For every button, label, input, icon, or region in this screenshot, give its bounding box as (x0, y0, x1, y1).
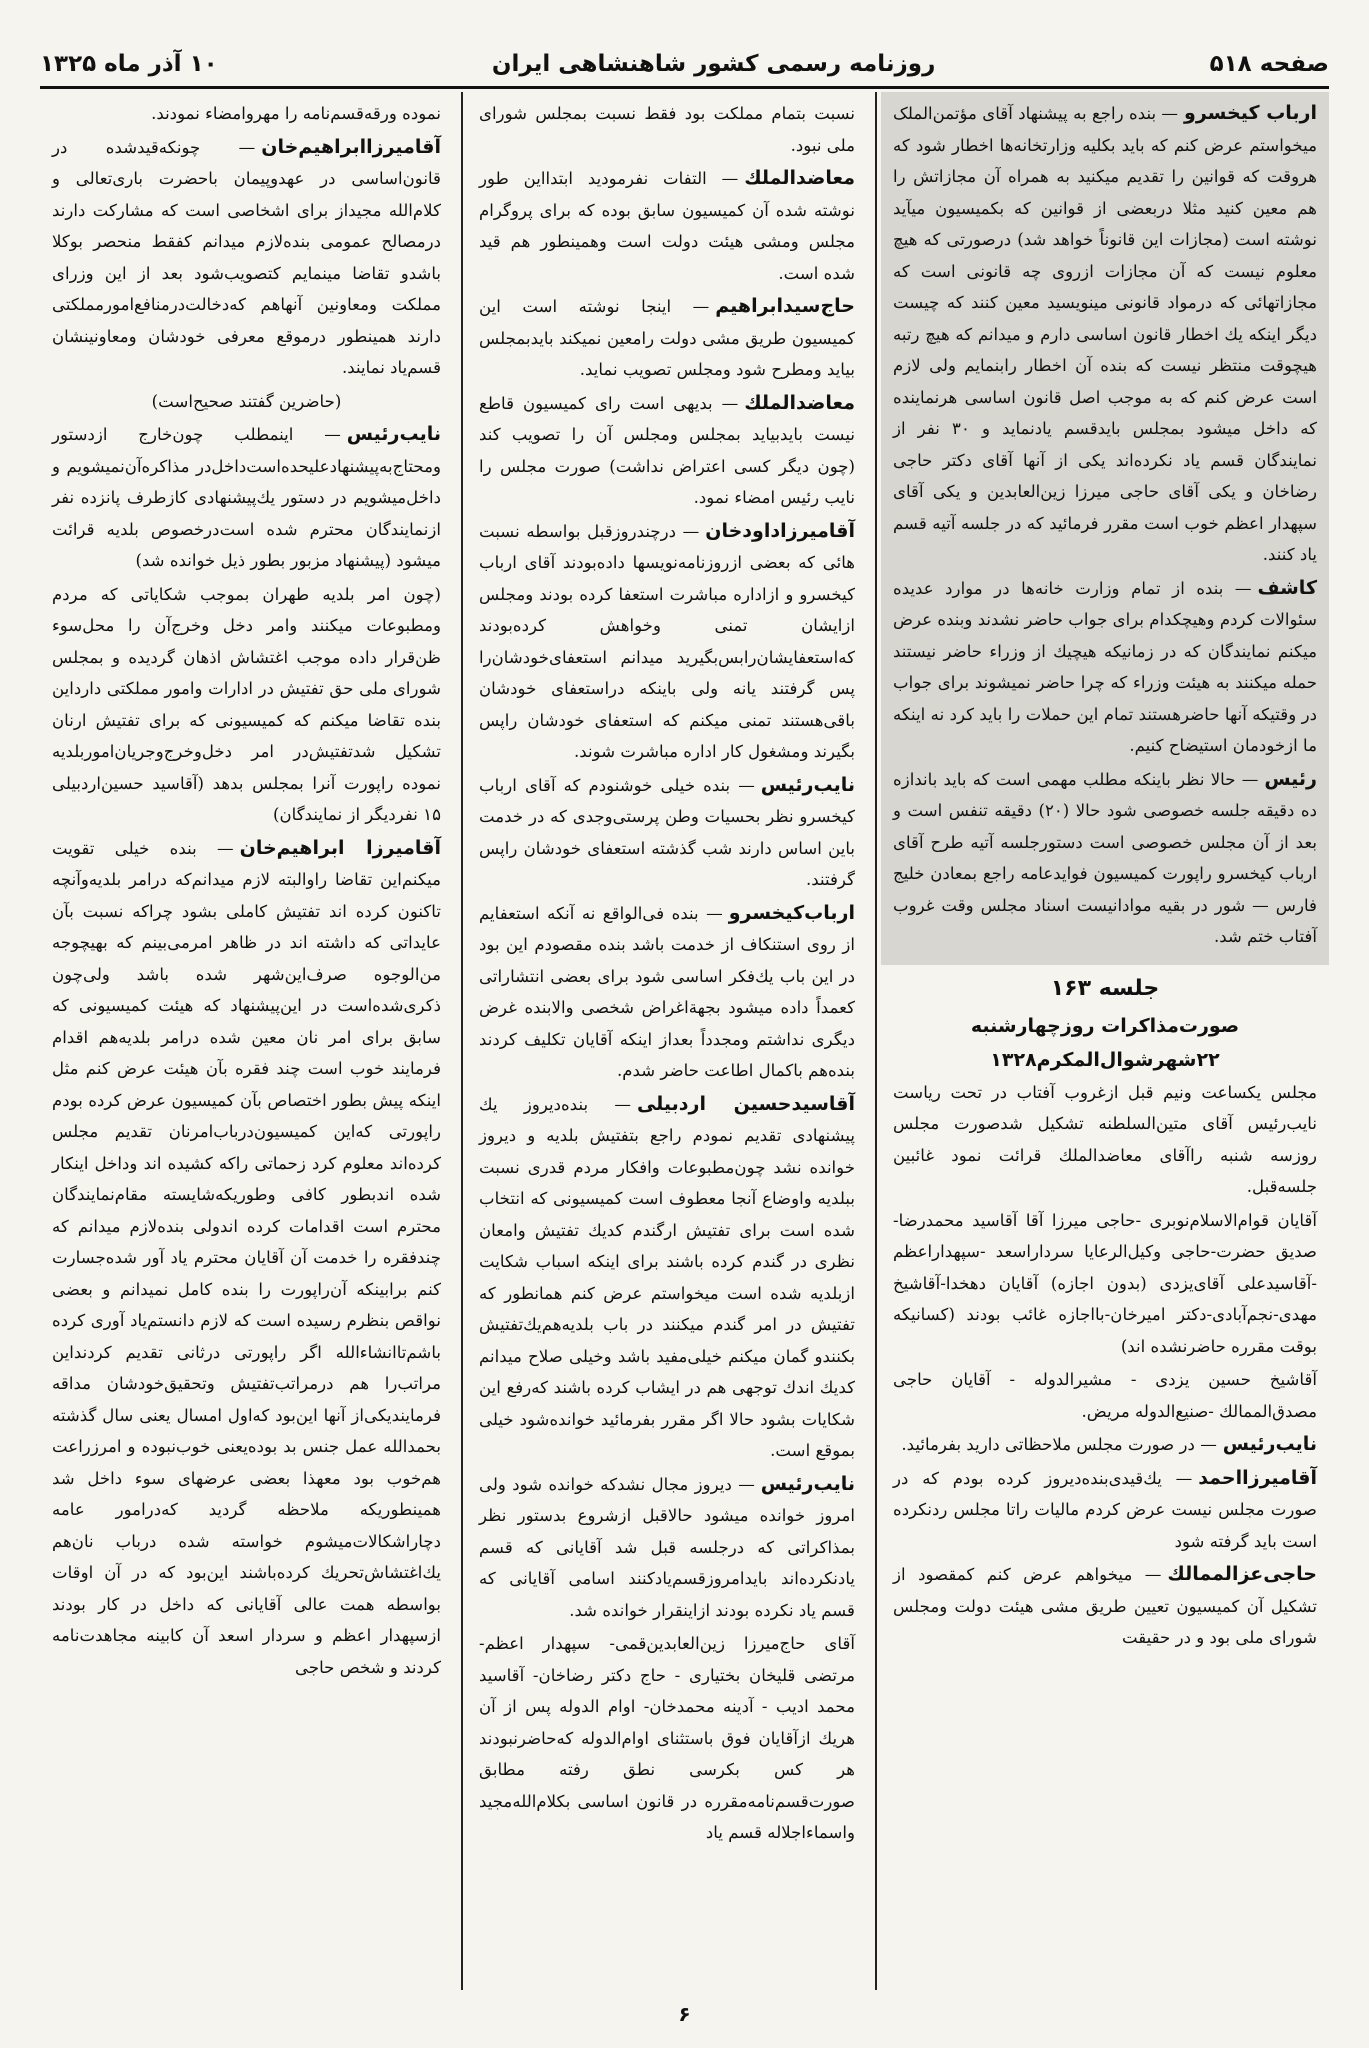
paragraph (479, 1469, 855, 1627)
paragraph-text: — التفات نفرمودید ابتدااین طور نوشته شده آن کمیسیون سابق بوده که برای پروگرام مجلس ومشی هیئت دولت است وهمینطور هم قید شده است. (479, 169, 855, 283)
column-rule (461, 92, 463, 1990)
page-label: صفحه ۵۱۸ (1209, 51, 1329, 77)
paragraph (479, 898, 855, 1087)
paragraph (479, 1628, 855, 1849)
paragraph (479, 163, 855, 289)
speaker-name: آقامیرزا ابراهیم‌خان (239, 836, 441, 859)
paragraph-text: — بنده خیلی تقویت میکنم‌این تقاضا راوالبته لازم میدانم‌که درامر بلدیه‌وآنچه تاکنون کرده اند تفتیش کاملی بشود چراکه نسبت بآن عایداتی که داشته اند در ظاهر امرمی‌بینم که بهیچوجه من‌الوجوه صرف‌این‌شهر شده باشد ولی‌چون ذکری‌شده‌است در این‌پیشنهاد که هیئت کمیسیونی که سابق برای امر نان معین شده درامر بلدیه‌هم اقدام فرمایند خوب است چند فقره بآن هیئت عرض کنم مثل اینکه پیش بطور اختصاص بآن کمیسیون عرض کرده بودم راپورتی که‌این کمیسیون‌درباب‌امرنان تقدیم مجلس کرده‌اند معلوم کرد زحماتی راکه کشیده اند وداخل اینکار شده اندبطور کافی وطوریکه‌شایسته مقام‌نمایندگان محترم است اقدامات کرده اندولی بنده‌لازم میدانم که چندفقره را خدمت آن آقایان محترم یاد آور شده‌جسارت کنم برابینکه آن‌راپورت را بنده کامل نمیدانم و بعضی نواقص بنظرم رسیده است که لازم دانستم‌یاد آوری کرده باشم‌تاانشاءالله اگر راپورتی درثانی تقدیم کردنداین مراتب‌را هم درمراتب‌تفتیش وتحقیق‌خودشان مداقه فرمایند‌یکی‌از آنها این‌بود که‌اول امسال یعنی سال گذشته بحمدالله عمل جنس بد بوده‌یعنی خوب‌نبوده و امرزراعت هم‌خوب بود معهذا بعضی عرضهای سوء داخل شد همینطوریکه ملاحظه گردید که‌درامور عامه دچاراشکالات‌میشوم خواسته شده درباب نان‌هم یك‌اغتشاش‌تحریك کرده‌باشند این‌بود که در آن اوقات بواسطه همت عالی آقایانی که داخل در کار بودند از‌سپهدار اعظم و سردار اسعد آن کابینه مجاهدت‌نامه کردند و شخص حاجی (52, 838, 441, 1677)
paragraph (52, 579, 441, 831)
paragraph (893, 1559, 1317, 1654)
speaker-name: آقامیرزاداودخان (705, 519, 855, 542)
speaker-name: آقامیرزاابراهیم‌خان (261, 135, 441, 158)
paragraph-text: — درچندروزقبل بواسطه نسبت هائی که بعضی ازروزنامه‌نویسها داده‌بودند آقای ارباب کیخسرو و ازاداره مباشرت استعفا کرده بودند ومجلس ازایشان تمنی وخواهش کرده‌بودند که‌استعفایشان‌رابس‌بگیرید میدانم استعفای‌خودشان‌را پس گرفتند یانه ولی باینکه دراستعفای خودشان باقی‌هستند تمنی میکنم که استعفای خودشان راپس بگیرند ومشغول کار اداره مباشرت شوند. (479, 521, 855, 761)
speaker-name: حاجی‌عزالممالك (1167, 1563, 1317, 1585)
paragraph-text: — در صورت مجلس ملاحظاتی دارید بفرمائید. (901, 1435, 1217, 1454)
paragraph-text: — یك‌قیدی‌بنده‌دیروز کرده بودم که در صورت مجلس نیست عرض کردم مالیات راتا مجلس ردنکرده است باید گرفته شود (893, 1468, 1317, 1551)
shaded-block (881, 92, 1329, 965)
column-left (40, 92, 453, 1990)
paragraph-text: مجلس یکساعت ونیم قبل ازغروب آفتاب در تحت ریاست نایب‌رئیس آقای متین‌السلطنه تشکیل شدصورت مجلس روزسه شنبه راآقای معاضدالملك قرائت نمود غائبین جلسه‌قبل. (893, 1082, 1317, 1196)
session-number: جلسه ۱۶۳ (1050, 975, 1160, 1001)
paragraph (52, 386, 441, 418)
speaker-name: آقامیرزااحمد (1198, 1466, 1317, 1489)
speaker-name: معاضدالملك (744, 167, 855, 189)
column-middle (467, 92, 867, 1990)
speaker-name: ارباب‌کیخسرو (728, 901, 855, 924)
paragraph (479, 770, 855, 896)
paragraph (52, 98, 441, 130)
paragraph-text: — حالا نظر باینکه مطلب مهمی است که باید باندازه ده دقیقه جلسه خصوصی شود حالا (۲۰) دقیقه تنفس است و بعد از آن مجلس خصوصی است دستورجلسه آتیه طرح آقای ارباب کیخسرو راپورت کمیسیون فوایدعامه راجع بمعادن خلیج فارس — شور در بقیه موادانیست اسناد مجلس وقت غروب آفتاب ختم شد. (893, 769, 1317, 946)
paragraph (52, 419, 441, 577)
paragraph (893, 1429, 1317, 1461)
paragraph (479, 1089, 855, 1467)
speaker-name: کاشف (1257, 576, 1317, 599)
speaker-name: نایب‌رئیس (760, 773, 855, 796)
paragraph-text: — چونکه‌قیدشده در قانون‌اساسی در عهدوپیمان باحضرت باری‌تعالی و کلام‌الله مجیداز برای اشخاصی است که مشارکت دارند درمصالح عمومی بنده‌لازم میدانم کفقط منحصر بوکلا باشدو تقاضا مینمایم کتصویب‌شود بعد از این وزرای مملکت ومعاونین آنهاهم که‌دخالت‌درمنافع‌امورمملکتی دارند همینطور درموقع معرفی خودشان ومعاونینشان قسم‌یاد نمایند. (52, 137, 441, 377)
paragraph (479, 388, 855, 514)
paragraph-text: — بدیهی است رای کمیسیون قاطع نیست بایدبیاید بمجلس ومجلس آن را تصویب کند (چون دیگر کسی اعتراض نداشت) صورت مجلس را نایب رئیس امضاء نمود. (479, 393, 855, 507)
column-right (881, 92, 1329, 1990)
newspaper-title: روزنامه رسمی کشور شاهنشاهی ایران (491, 51, 936, 77)
paragraph (893, 764, 1317, 953)
paragraph-text: آقای حاج‌میرزا زین‌العابدین‌قمی- سپهدار اعظم- مرتضی قلیخان بختیاری - حاج دکتر رضاخان- آقاسید محمد ادیب - آدینه محمدخان- اوام الدوله پس از آن هریك ازآقایان فوق باستثنای اوام‌الدوله که‌حاضرنبودند هر کس بکرسی نطق رفته مطابق صورت‌قسم‌نامه‌مقرره در قانون اساسی بکلام‌الله‌مجید واسماءاجلاله قسم یاد (479, 1634, 855, 1842)
column-rule (875, 92, 877, 1990)
paragraph-text: نسبت بتمام مملکت بود فقط نسبت بمجلس شورای ملی نبود. (479, 104, 855, 155)
session-title: صورت‌مذاکرات روزچهارشنبه (970, 1014, 1240, 1037)
speaker-name: حاج‌سیدابراهیم (715, 295, 855, 317)
paragraph-text: آقایان قوام‌الاسلام‌نوبری -حاجی میرزا آقا آقاسید محمدرضا-صدیق حضرت-حاجی وکیل‌الرعایا سرداراسعد -سپهداراعظم -آقاسیدعلی آقای‌یزدی (بدون اجازه) آقایان دهخدا-آقاشیخ مهدی-نجم‌آبادی-دکتر امیرخان-بااجازه غائب بودند (کسانیکه بوقت مقرره حاضرنشده اند) (893, 1210, 1317, 1356)
paragraph-text: — اینجا نوشته است این کمیسیون طریق مشی دولت رامعین نمیکند بایدبمجلس بیاید ومطرح شود ومجلس تصویب نماید. (479, 297, 855, 379)
speaker-name: رئیس (1264, 767, 1317, 790)
paragraph-text: — بنده راجع به پیشنهاد آقای مؤتمن‌الملک میخواستم عرض کنم که باید بکلیه وزارتخانه‌ها اخطار شود که هروقت که قوانین را تقدیم میکنید به همراه آن مجازاتش را هم معین کنید مثلا دربعضی از قوانین که بکمیسیون میآید نوشته است (مجازات این قانوناً خواهد شد) درصورتی که هیچ معلوم نیست که آن مجازات ازروی چه قانونی است که مجازاتهائی که درمواد قانونی مینویسید معین کنند که چیست دیگر اینکه یك اخطار قانون اساسی دارم و میدانم که هیچ رتبه هیچوقت منتظر نیست که بنده آن اخطار رابنمایم ولی لازم است عرض کنم که به موجب اصل قانون اساسی هرنماینده که داخل میشود بمجلس بایدقسم یادنماید و ۳۰ نفر از نمایندگان قسم یاد نکرده‌اند یکی از آنها آقای دکتر حاجی رضاخان و یکی آقای حاجی میرزا زین‌العابدین و یکی آقای سپهدار اعظم خوب است مقرر فرمائید که در جلسه آتیه قسم یاد کنند. (893, 104, 1317, 564)
paragraph (893, 1205, 1317, 1363)
speaker-name: نایب‌رئیس (1222, 1433, 1317, 1455)
paragraph (52, 833, 441, 1684)
paragraph-text: — بنده از تمام وزارت خانه‌ها در موارد عدیده سئوالات کردم وهیچکدام برای جواب حاضر نشدند وبنده عرض میکنم نمایندگان که در زمانیکه هیچیك از وزراء حاضر نیستند حمله میکنند به هیئت وزراء که چرا حاضر نمیشوند برای جواب در وقتیکه آنها حاضرهستند تمام این حملات را باید کرد نه اینکه ما ازخودمان استیضاح کنیم. (893, 578, 1317, 755)
session-date: ۲۲شهرشوال‌المکرم۱۳۲۸ (990, 1048, 1220, 1071)
header-rule (40, 86, 1329, 89)
paragraph-text: — بنده‌دیروز یك پیشنهادی تقدیم نمودم راجع بتفتیش بلدیه و دیروز خوانده نشد چون‌مطبوعات وافکار مردم قدری نسبت ببلدیه واوضاع آنجا معطوف است کمیسیونی که انتخاب شده است برای تفتیش ارگندم کدیك تفتیش وامعان نظری در گندم کرده باشند برای اینکه اسباب شکایت ازبلدیه شده است میخواستم عرض کنم همانطور که تفتیش در امر گندم میکنند در باب بلدیه‌هم‌یك‌تفتیش بکنندو گمان میکنم خیلی‌مفید باشد وخیلی صلاح میدانم کدیك اندك توجهی هم در ایشاب کرده باشند که‌رفع این شکایات بشود حالا اگر مقرر بفرمائید خوانده‌شود خیلی بموقع است. (479, 1094, 855, 1460)
paragraph (479, 291, 855, 386)
paragraph (893, 1077, 1317, 1203)
speaker-name: آقاسیدحسین اردبیلی (636, 1092, 855, 1115)
paragraph (479, 98, 855, 161)
speaker-name: ارباب کیخسرو (1184, 102, 1318, 124)
speaker-name: معاضدالملك (744, 391, 855, 414)
speaker-name: نایب‌رئیس (346, 423, 441, 445)
paragraph (893, 98, 1317, 571)
paragraph-text: نموده ورقه‌قسم‌نامه را مهروامضاء نمودند. (151, 104, 441, 123)
paragraph-text: — دیروز مجال نشدکه خوانده شود ولی امروز خوانده میشود حالاقبل ازشروع بدستور نظر بمذاکراتی که درجلسه قبل شد آقایانی که قسم یادنکرده‌اند بایدامروزقسم‌یادکنند اسامی آقایانی که قسم یاد نکرده بودند ازاینقرار خوانده شد. (479, 1474, 855, 1620)
paragraph (893, 1463, 1317, 1558)
paragraph-text: (حاضرین گفتند صحیح‌است) (151, 391, 342, 411)
page-header (40, 44, 1329, 84)
paragraph-text: — میخواهم عرض کنم کمقصود از تشکیل آن کمیسیون تعیین طریق مشی هیئت دولت ومجلس شورای ملی بود و در حقیقت (893, 1565, 1317, 1647)
paragraph-text: آقاشیخ حسین یزدی - مشیرالدوله - آقایان حاجی مصدق‌الممالك -صنیع‌الدوله مریض. (893, 1370, 1317, 1421)
paragraph-text: — بنده خیلی خوشنودم که آقای ارباب کیخسرو نظر بحسیات وطن پرستی‌وجدی که در خدمت باین اساس دارند شب گذشته استعفای خودشان راپس گرفتند. (479, 775, 855, 889)
paragraph (479, 516, 855, 768)
issue-date: ۱۰ آذر ماه ۱۳۲۵ (40, 51, 218, 77)
page-number: ۶ (678, 2002, 691, 2026)
speaker-name: نایب‌رئیس (760, 1472, 855, 1495)
paragraph (52, 132, 441, 384)
paragraph-text: — اینمطلب چون‌خارج ازدستور ومحتاج‌به‌پیشنهادعلیحده‌است‌داخل‌در مذاکره‌آن‌نمیشویم و داخل‌میشویم در دستور یك‌پیشنهادی کازطرف پانزده نفر ازنمایندگان محترم شده است‌درخصوص بلدیه قرائت میشود (پیشنهاد مزبور بطور ذیل خوانده شد) (52, 425, 441, 570)
paragraph (893, 1364, 1317, 1427)
paragraph-text: — بنده فی‌الواقع نه آنکه استعفایم از روی استنکاف از خدمت باشد بنده مقصودم این بود در این باب یك‌فکر اساسی شود برای بعضی انتشاراتی کعمداً داده میشود بجهة‌اغراض شخصی والابنده غرض دیگری نداشتم ومجدداً بعداز اینکه آقایان تکلیف کردند بنده‌هم باکمال اطاعت حاضر شدم. (479, 903, 855, 1080)
paragraph (893, 573, 1317, 762)
paragraph-text: (چون امر بلدیه طهران بموجب شکایاتی که مردم ومطبوعات میکنند وامر دخل وخرج‌آن را محل‌سوء ظن‌قرار داده موجب اغتشاش اذهان گردیده و بمجلس شورای ملی حق تفتیش در ادارات وامور مملکتی دارداین بنده تقاضا میکنم که کمیسیونی که برای تفتیش ارنان تشکیل شدتفتیش‌در امر دخل‌وخرج‌وجریان‌امور‌بلدیه نموده راپورت آنرا بمجلس بدهد (آقاسید حسین‌اردبیلی ۱۵ نفردیگر از نمایندگان) (52, 584, 441, 824)
